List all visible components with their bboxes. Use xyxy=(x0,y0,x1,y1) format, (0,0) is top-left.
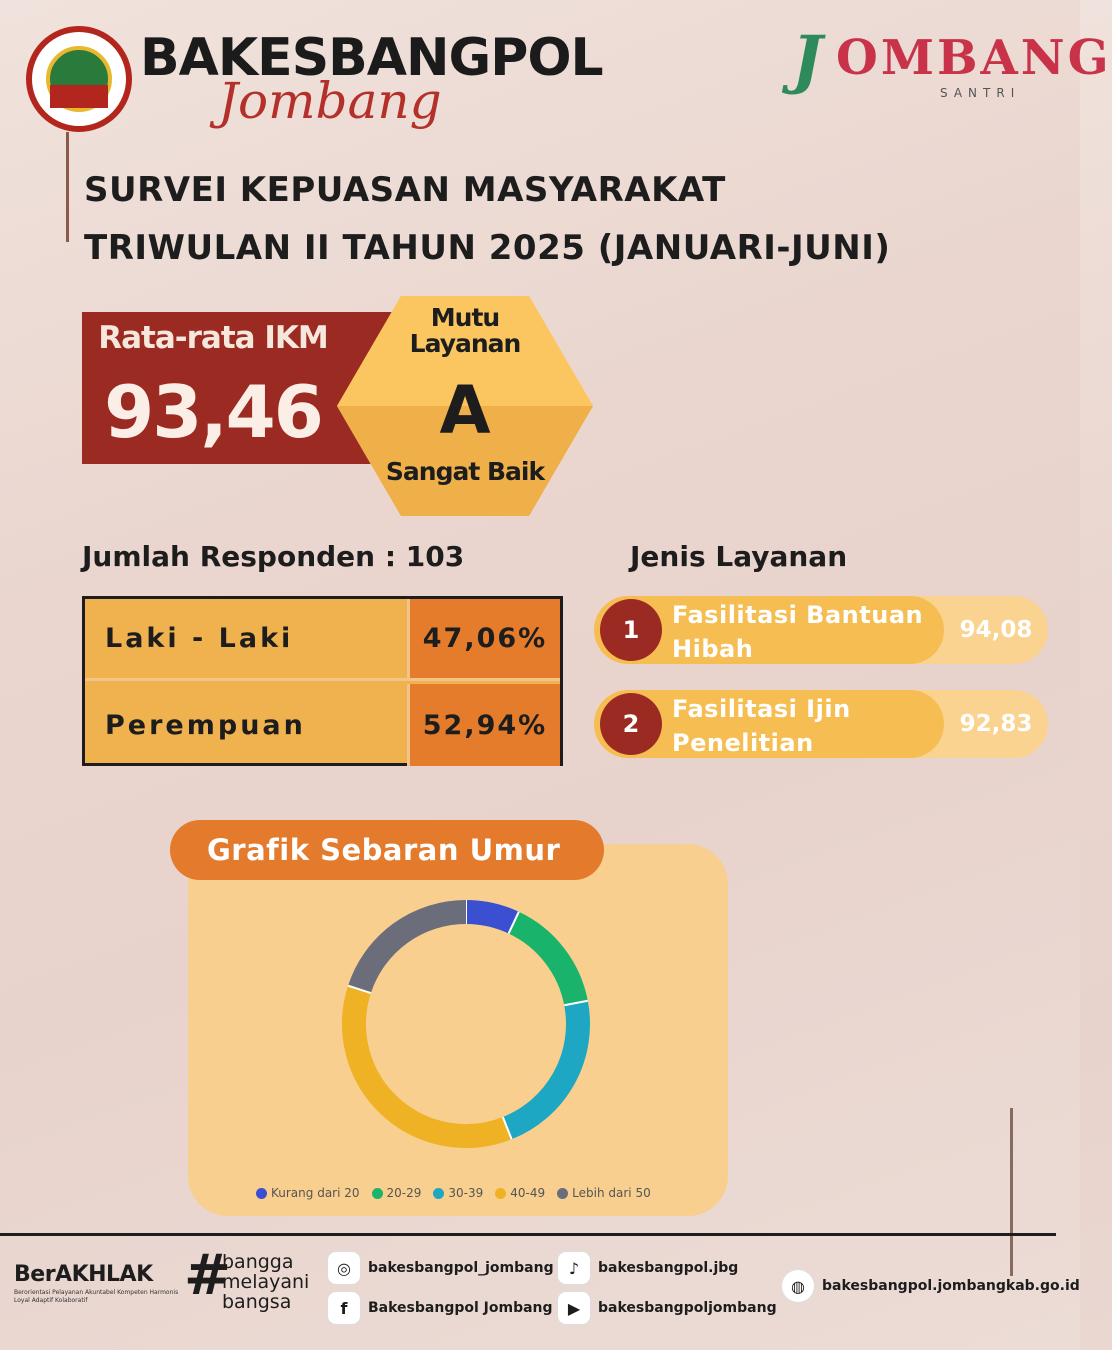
bangga-line3: bangsa xyxy=(222,1291,292,1313)
emblem-shield-icon xyxy=(46,46,112,112)
layanan-item xyxy=(594,596,1048,664)
layanan-name: Fasilitasi Bantuan Hibah xyxy=(672,601,924,663)
tiktok-handle: bakesbangpol.jbg xyxy=(598,1260,739,1276)
donut-slice-0 xyxy=(466,912,514,923)
layanan-item xyxy=(594,690,1048,758)
youtube-icon: ▶ xyxy=(558,1292,590,1324)
age-donut-chart xyxy=(322,880,610,1168)
facebook-link[interactable] xyxy=(328,1292,553,1324)
donut-slice-3 xyxy=(354,989,507,1136)
mutu-label-line2: Layanan xyxy=(409,329,521,358)
layanan-number: 2 xyxy=(600,693,662,755)
berakhlak-tagline: Berorientasi Pelayanan Akuntabel Kompeten Harmonis Loyal Adaptif Kolaboratif xyxy=(14,1289,179,1304)
legend-item xyxy=(256,1186,360,1200)
decorative-line xyxy=(1010,1108,1013,1276)
youtube-link[interactable] xyxy=(558,1292,777,1324)
grade-description: Sangat Baik xyxy=(385,457,545,486)
legend-item xyxy=(372,1186,422,1200)
donut-slice-2 xyxy=(507,1003,578,1128)
instagram-icon: ◎ xyxy=(328,1252,360,1284)
bakesbangpol-emblem-logo xyxy=(26,26,132,132)
legend-label: Kurang dari 20 xyxy=(271,1186,360,1200)
legend-swatch xyxy=(256,1188,267,1199)
divider-line xyxy=(66,132,69,242)
chart-title: Grafik Sebaran Umur xyxy=(170,820,604,880)
website-link[interactable] xyxy=(782,1270,1080,1302)
legend-item xyxy=(433,1186,483,1200)
facebook-icon: f xyxy=(328,1292,360,1324)
gender-percent: 52,94% xyxy=(407,684,560,766)
youtube-handle: bakesbangpoljombang xyxy=(598,1300,777,1316)
layanan-number: 1 xyxy=(600,599,662,661)
brand-name: BAKESBANGPOL xyxy=(140,28,603,88)
instagram-handle: bakesbangpol_jombang xyxy=(368,1260,554,1276)
legend-label: Lebih dari 50 xyxy=(572,1186,651,1200)
grade-letter: A xyxy=(439,372,491,449)
legend-item xyxy=(557,1186,651,1200)
bangga-melayani-bangsa xyxy=(222,1252,309,1312)
chart-legend xyxy=(256,1186,651,1200)
legend-swatch xyxy=(372,1188,383,1199)
legend-swatch xyxy=(557,1188,568,1199)
globe-icon: ◍ xyxy=(782,1270,814,1302)
brand-script: Jombang xyxy=(218,72,442,130)
bangga-line1: bangga xyxy=(222,1251,294,1273)
website-url: bakesbangpol.jombangkab.go.id xyxy=(822,1278,1080,1294)
ikm-value: 93,46 xyxy=(104,370,322,454)
mutu-label-line1: Mutu xyxy=(430,303,500,332)
page-title-line2: TRIWULAN II TAHUN 2025 (JANUARI-JUNI) xyxy=(84,228,891,268)
legend-swatch xyxy=(495,1188,506,1199)
instagram-link[interactable] xyxy=(328,1252,554,1284)
layanan-name: Fasilitasi Ijin Penelitian xyxy=(672,695,851,757)
gender-percent: 47,06% xyxy=(407,599,560,678)
donut-slice-1 xyxy=(514,923,576,1003)
legend-swatch xyxy=(433,1188,444,1199)
hashtag-icon: # xyxy=(184,1243,231,1308)
layanan-score: 94,08 xyxy=(959,617,1033,643)
legend-label: 30-39 xyxy=(448,1186,484,1200)
mutu-layanan-label xyxy=(395,305,535,357)
donut-slice-4 xyxy=(359,912,466,989)
tiktok-icon: ♪ xyxy=(558,1252,590,1284)
jombang-santri-logo-word: OMBANG xyxy=(836,30,1112,86)
legend-label: 20-29 xyxy=(386,1186,422,1200)
bangga-line2: melayani xyxy=(222,1271,310,1293)
table-row xyxy=(85,599,560,681)
legend-item xyxy=(495,1186,545,1200)
ikm-label: Rata-rata IKM xyxy=(98,320,328,356)
jombang-santri-logo-initial: J xyxy=(792,22,823,97)
layanan-score: 92,83 xyxy=(959,711,1033,737)
layanan-heading: Jenis Layanan xyxy=(630,540,848,573)
jombang-santri-logo-sub: SANTRI xyxy=(940,86,1021,100)
facebook-handle: Bakesbangpol Jombang xyxy=(368,1300,553,1316)
legend-label: 40-49 xyxy=(510,1186,546,1200)
page-title-line1: SURVEI KEPUASAN MASYARAKAT xyxy=(84,170,726,210)
table-row xyxy=(85,684,560,766)
tiktok-link[interactable] xyxy=(558,1252,738,1284)
gender-label: Perempuan xyxy=(105,709,306,741)
footer-divider xyxy=(0,1233,1056,1236)
berakhlak-logo: BerAKHLAK xyxy=(14,1262,153,1287)
responden-heading: Jumlah Responden : 103 xyxy=(82,540,465,573)
gender-table xyxy=(82,596,563,766)
gender-label: Laki - Laki xyxy=(105,623,294,654)
